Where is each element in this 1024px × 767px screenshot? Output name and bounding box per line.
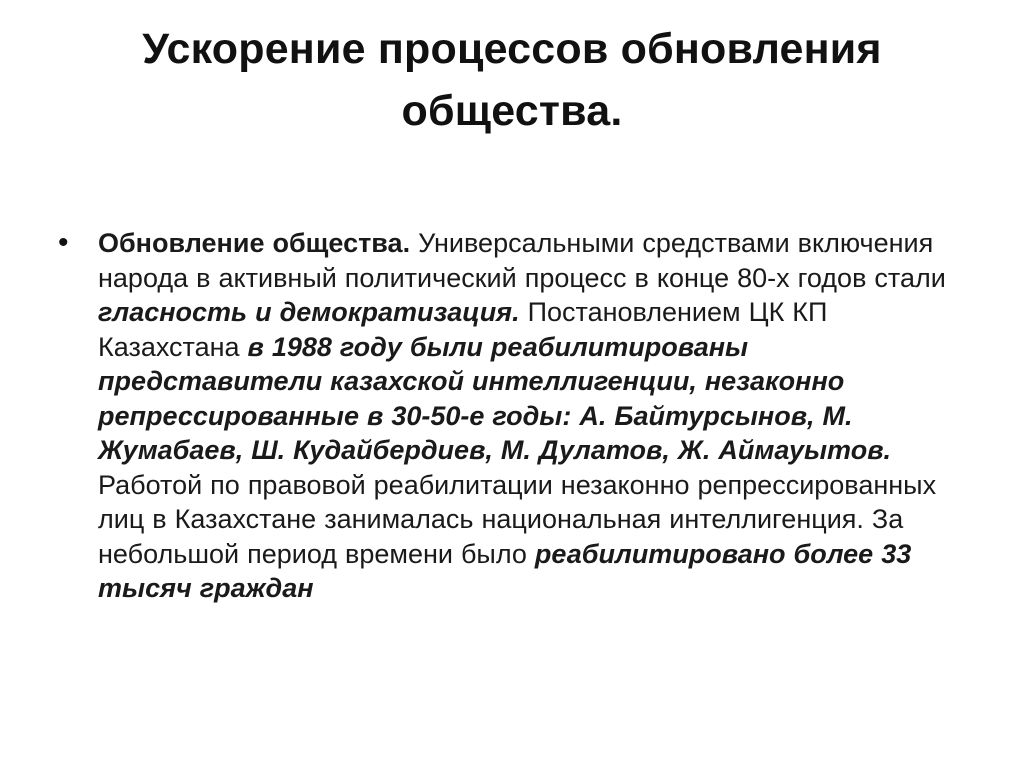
slide-title: Ускорение процессов обновления общества. [142,25,882,135]
bullet-item [58,226,958,606]
slide-body [58,226,958,606]
text-segment: Универсальными средствами включения народа в активный политический процесс в конце 80-х годов стали [98,228,946,293]
text-segment: Работой по правовой реабилитации незаконно репрессированных лиц в Казахстане занималась национальная интеллигенция. За небольшой период времени было [98,469,937,569]
emphasis-glasnost: гласность и демократизация. [98,297,520,327]
bullet-point-icon: • [58,226,69,259]
lead-term: Обновление общества. [98,228,411,258]
bullet-paragraph [98,226,958,606]
text-segment: Постановлением ЦК КП Казахстана [98,297,828,362]
emphasis-rehabilitated-count: реабилитировано более 33 тысяч граждан [98,538,912,603]
emphasis-rehabilitation-1988: в 1988 году были реабилитированы представители казахской интеллигенции, незаконно репрессированные в 30-50-е годы: А. Байтурсынов, М. Жумабаев, Ш. Кудайбердиев, М. Дулатов, Ж. Аймауытов. [98,331,892,465]
